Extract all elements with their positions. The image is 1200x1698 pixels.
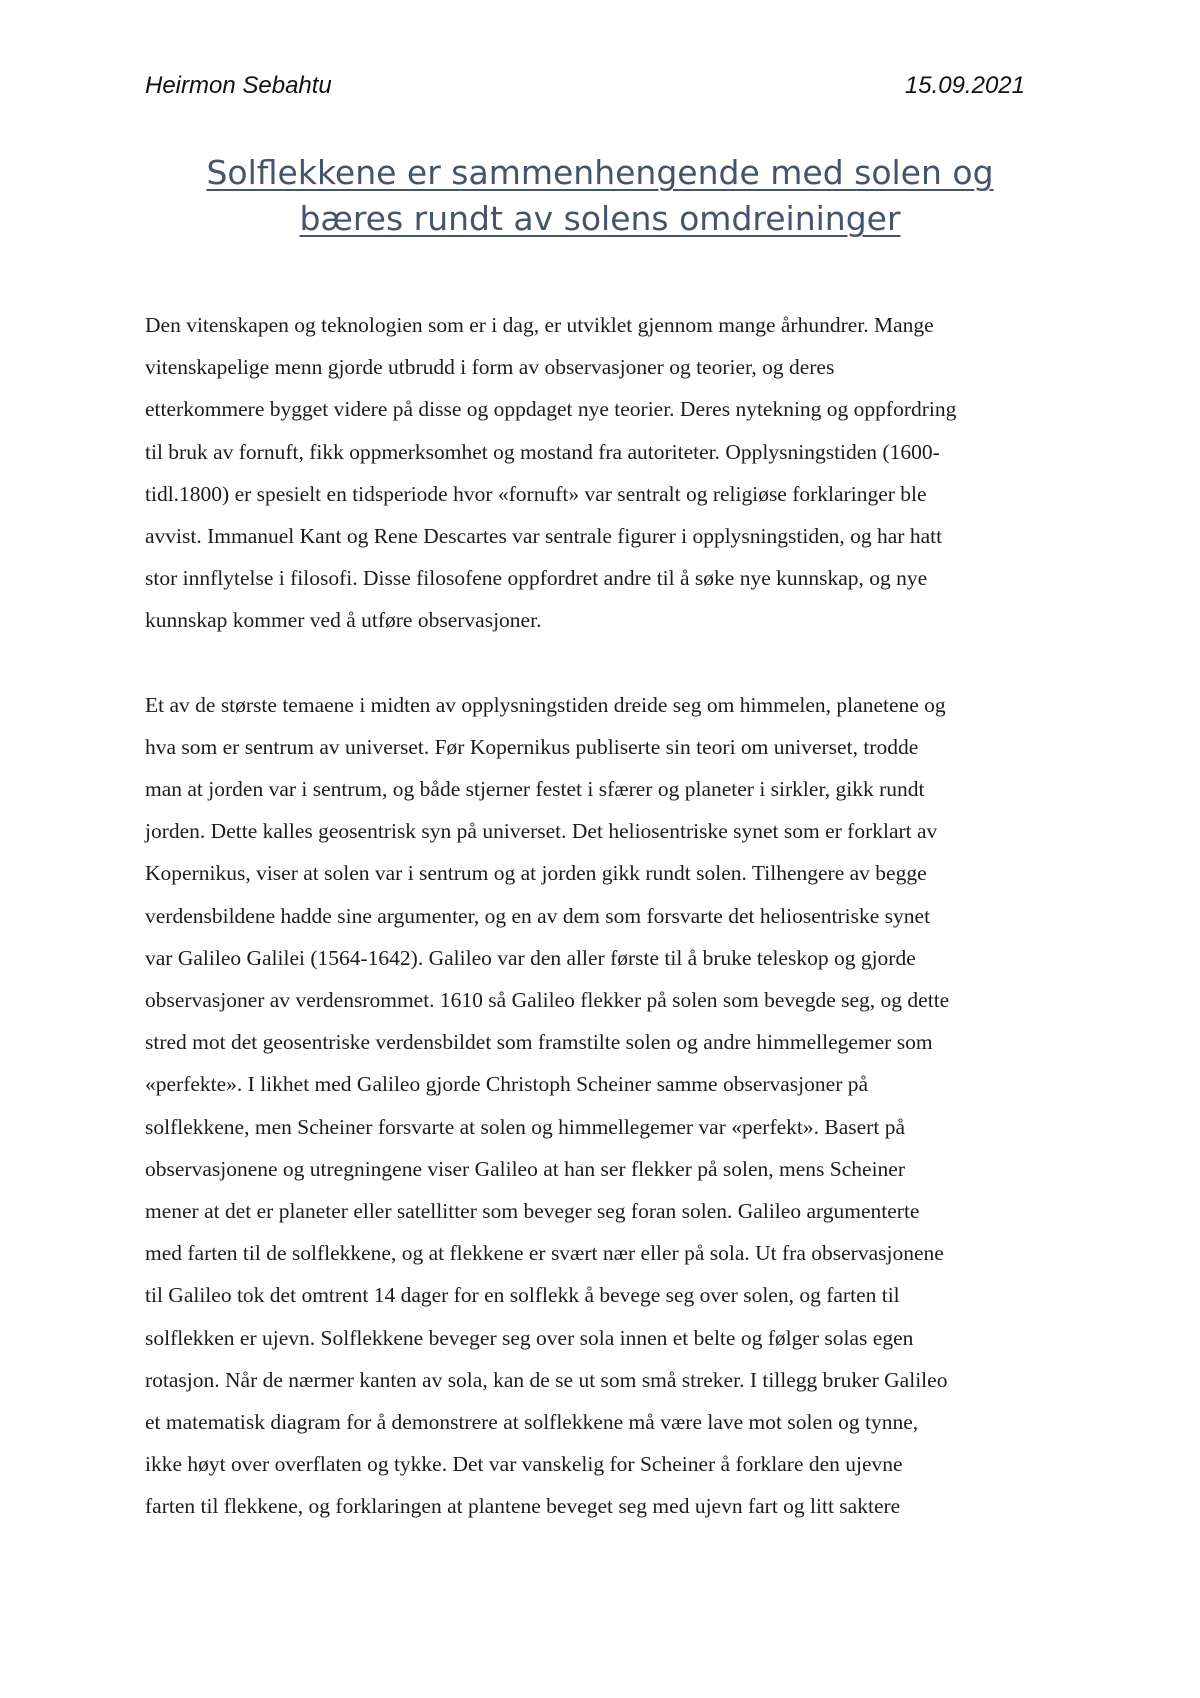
paragraph-line: Den vitenskapen og teknologien som er i dag, er utviklet gjennom mange århundrer. Mange [145,313,934,337]
document-title [100,150,1100,242]
paragraph-line: vitenskapelige menn gjorde utbrudd i form av observasjoner og teorier, og deres [145,355,835,380]
paragraph-2 [145,684,1065,1528]
document-body [145,304,1065,1528]
paragraph-line: hva som er sentrum av universet. Før Kopernikus publiserte sin teori om universet, trodde [145,734,919,759]
title-line-2: bæres rundt av solens omdreininger [299,199,901,238]
paragraph-line: solflekkene, men Scheiner forsvarte at solen og himmellegemer var «perfekt». Basert på [145,1114,905,1139]
paragraph-line: mener at det er planeter eller satellitter som beveger seg foran solen. Galileo argumenterte [145,1199,920,1224]
paragraph-line: solflekken er ujevn. Solflekkene beveger seg over sola innen et belte og følger solas egen [145,1325,914,1350]
paragraph-line: «perfekte». I likhet med Galileo gjorde Christoph Scheiner samme observasjoner på [145,1072,869,1097]
paragraph-1 [145,304,1065,642]
document-header [145,72,1025,112]
paragraph-line: man at jorden var i sentrum, og både stjerner festet i sfærer og planeter i sirkler, gikk rundt [145,777,925,802]
paragraph-line: ikke høyt over overflaten og tykke. Det var vanskelig for Scheiner å forklare den ujevne [145,1452,903,1477]
paragraph-line: Et av de største temaene i midten av opplysningstiden dreide seg om himmelen, planetene og [145,692,946,717]
paragraph-line: Kopernikus, viser at solen var i sentrum og at jorden gikk rundt solen. Tilhengere av begge [145,861,927,886]
paragraph-line: stred mot det geosentriske verdensbildet som framstilte solen og andre himmellegemer som [145,1030,933,1055]
paragraph-line: til bruk av fornuft, fikk oppmerksomhet og mostand fra autoriteter. Opplysningstiden (1600- [145,439,940,464]
title-line-1: Solflekkene er sammenhengende med solen og [206,153,994,192]
paragraph-line: verdensbildene hadde sine argumenter, og en av dem som forsvarte det heliosentriske synet [145,903,931,928]
paragraph-line: avvist. Immanuel Kant og Rene Descartes var sentrale figurer i opplysningstiden, og har hatt [145,524,943,549]
paragraph-line: etterkommere bygget videre på disse og oppdaget nye teorier. Deres nytekning og oppfordring [145,397,957,422]
paragraph-line: kunnskap kommer ved å utføre observasjoner. [145,608,542,633]
paragraph-line: rotasjon. Når de nærmer kanten av sola, kan de se ut som små streker. I tillegg bruker Galileo [145,1367,948,1392]
paragraph-line: med farten til de solflekkene, og at flekkene er svært nær eller på sola. Ut fra observasjonene [145,1241,944,1266]
paragraph-line: var Galileo Galilei (1564-1642). Galileo var den aller første til å bruke teleskop og gjorde [145,945,916,970]
paragraph-line: farten til flekkene, og forklaringen at plantene beveget seg med ujevn fart og litt saktere [145,1494,901,1519]
paragraph-line: et matematisk diagram for å demonstrere at solflekkene må være lave mot solen og tynne, [145,1410,919,1435]
paragraph-line: jorden. Dette kalles geosentrisk syn på universet. Det heliosentriske synet som er forklart av [145,819,938,844]
paragraph-line: tidl.1800) er spesielt en tidsperiode hvor «fornuft» var sentralt og religiøse forklaringer ble [145,481,927,506]
paragraph-line: stor innflytelse i filosofi. Disse filosofene oppfordret andre til å søke nye kunnskap, og nye [145,566,928,591]
paragraph-line: til Galileo tok det omtrent 14 dager for en solflekk å bevege seg over solen, og farten til [145,1283,900,1308]
author-name: Heirmon Sebahtu [145,72,332,99]
paragraph-line: observasjonene og utregningene viser Galileo at han ser flekker på solen, mens Scheiner [145,1156,906,1181]
document-date: 15.09.2021 [904,72,1025,99]
paragraph-line: observasjoner av verdensrommet. 1610 så Galileo flekker på solen som bevegde seg, og dette [145,988,950,1013]
